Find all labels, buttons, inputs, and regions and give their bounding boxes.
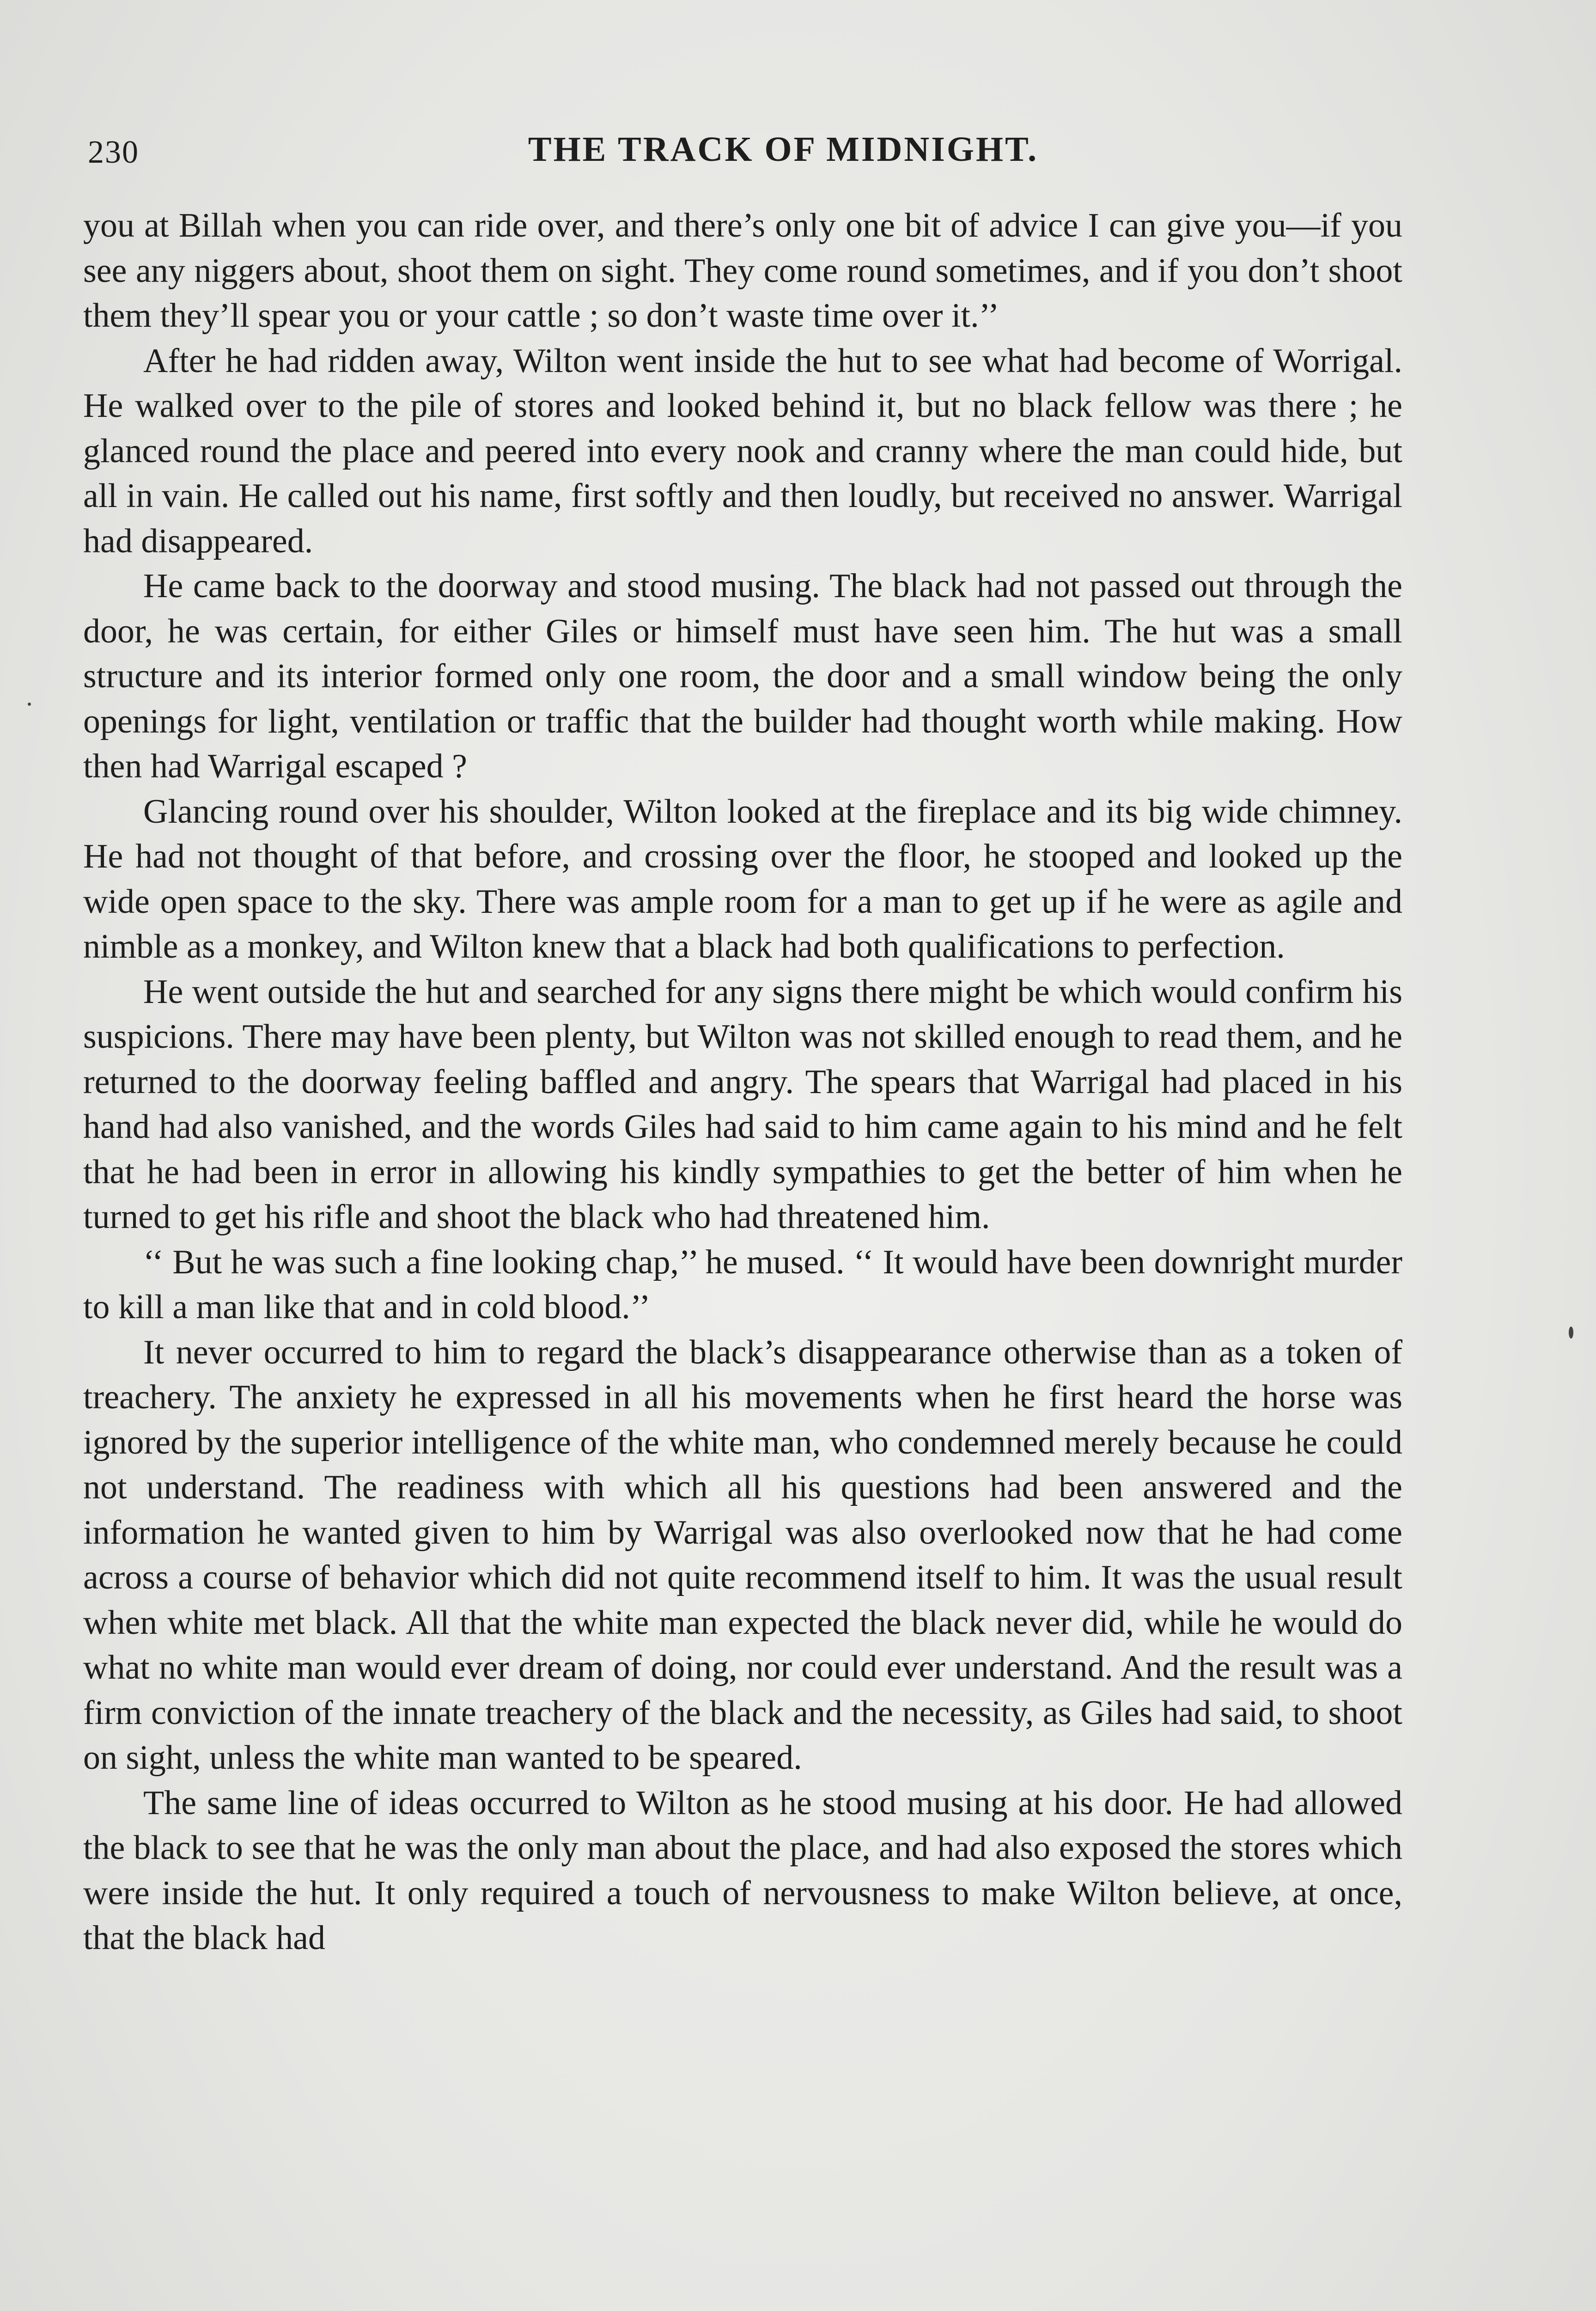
print-speck bbox=[28, 703, 31, 706]
paragraph-2: After he had ridden away, Wilton went inside the hut to see what had become of Worrigal. He walked over to the pile of stores and looked behind it, but no black fellow was there ; he glanced round the place and peered into every nook and cranny where the man could hide, but all in vain. He called out his name, first softly and then loudly, but received no answer. Warrigal had disappeared. bbox=[83, 342, 1402, 560]
paragraph-7: It never occurred to him to regard the black’s disappearance otherwise than as a token of treachery. The anxiety he expressed in all his movements when he first heard the horse was ignored by the superior intelligence of the white man, who condemned merely because he could not understand. The readiness with which all his questions had been answered and the information he wanted given to him by Warrigal was also overlooked now that he had come across a course of behavior which did not quite recommend itself to him. It was the usual result when white met black. All that the white man expected the black never did, while he would do what no white man would ever dream of doing, nor could ever understand. And the result was a firm conviction of the innate treachery of the black and the necessity, as Giles had said, to shoot on sight, unless the white man wanted to be speared. bbox=[83, 1333, 1402, 1777]
body-text bbox=[83, 203, 1402, 1961]
paragraph-6: ‘‘ But he was such a fine looking chap,’’ he mused. ‘‘ It would have been downright murder to kill a man like that and in cold blood.’’ bbox=[83, 1243, 1402, 1326]
print-speck bbox=[1569, 1327, 1573, 1339]
running-title: THE TRACK OF MIDNIGHT. bbox=[528, 130, 1039, 169]
page-number: 230 bbox=[88, 135, 139, 170]
paragraph-4: Glancing round over his shoulder, Wilton looked at the fireplace and its big wide chimney. He had not thought of that before, and crossing over the floor, he stooped and looked up the wide open space to the sky. There was ample room for a man to get up if he were as agile and nimble as a monkey, and Wilton knew that a black had both qualifications to perfection. bbox=[83, 792, 1402, 966]
paragraph-3: He came back to the doorway and stood musing. The black had not passed out through the door, he was certain, for either Giles or himself must have seen him. The hut was a small structure and its interior formed only one room, the door and a small window being the only openings for light, ventilation or traffic that the builder had thought worth while making. How then had Warrigal escaped ? bbox=[83, 567, 1402, 785]
paragraph-5: He went outside the hut and searched for any signs there might be which would confirm his suspicions. There may have been plenty, but Wilton was not skilled enough to read them, and he returned to the doorway feeling baffled and angry. The spears that Warrigal had placed in his hand had also vanished, and the words Giles had said to him came again to his mind and he felt that he had been in error in allowing his kindly sympathies to get the better of him when he turned to get his rifle and shoot the black who had threatened him. bbox=[83, 972, 1402, 1236]
running-head bbox=[88, 129, 1479, 180]
paragraph-1: you at Billah when you can ride over, and there’s only one bit of advice I can give you—if you see any niggers about, shoot them on sight. They come round sometimes, and if you don’t shoot them they’ll spear you or your cattle ; so don’t waste time over it.’’ bbox=[83, 207, 1402, 335]
paragraph-8: The same line of ideas occurred to Wilton as he stood musing at his door. He had allowed the black to see that he was the only man about the place, and had also exposed the stores which were inside the hut. It only required a touch of nervousness to make Wilton believe, at once, that the black had bbox=[83, 1784, 1402, 1957]
